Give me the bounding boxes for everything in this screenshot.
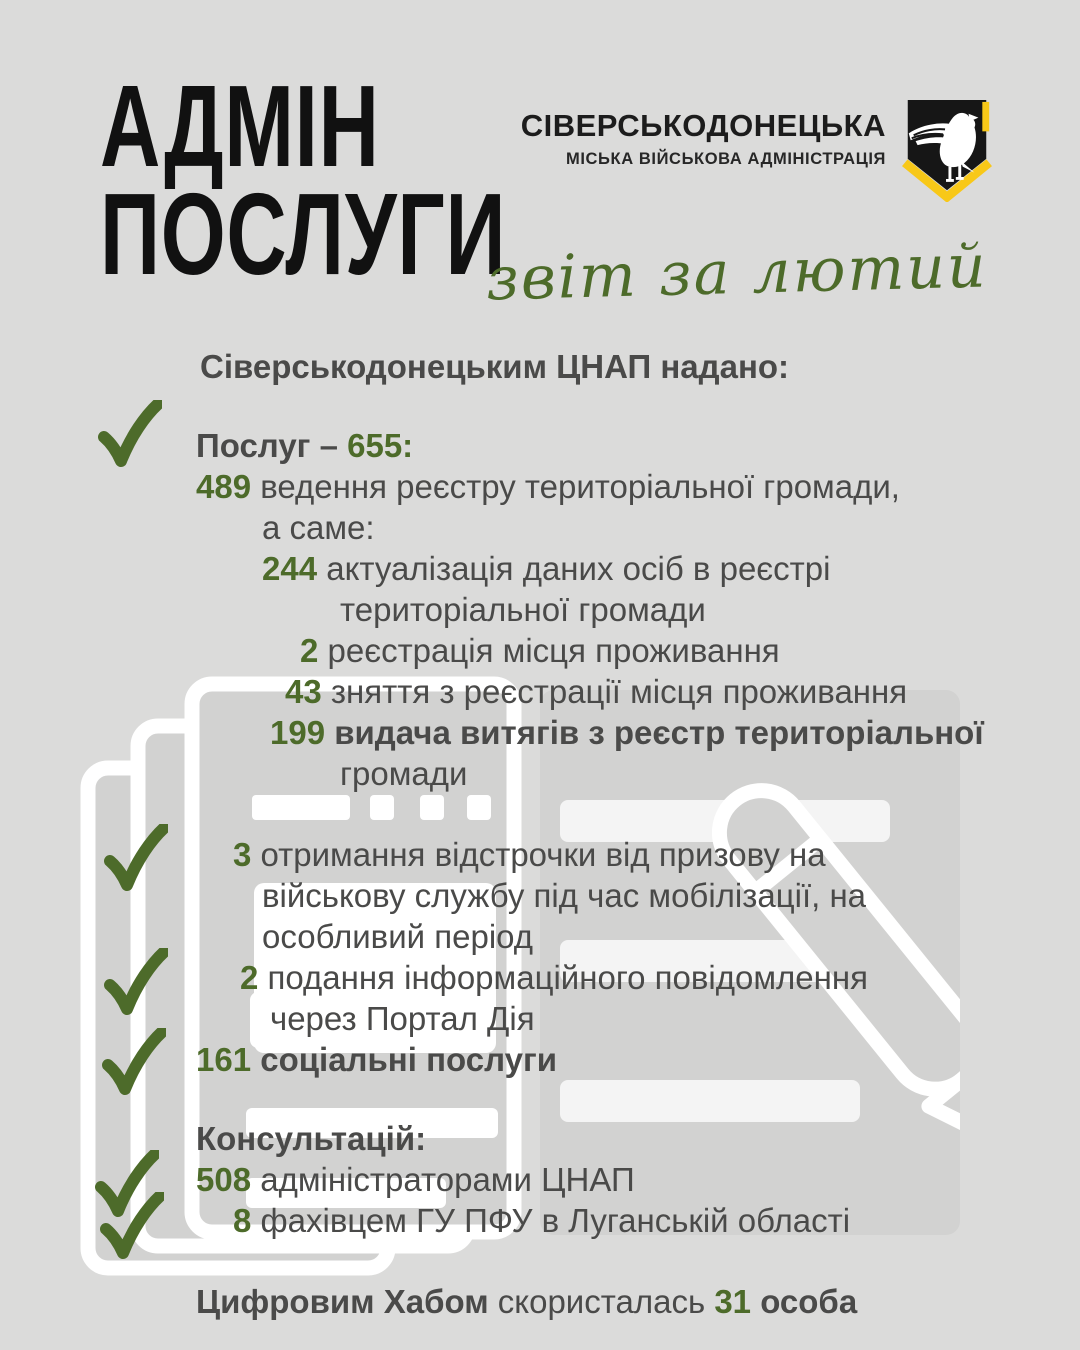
stat-text: реєстрація місця проживання <box>318 632 780 669</box>
check-icon <box>102 1028 166 1096</box>
stat-text: Послуг – <box>196 427 348 464</box>
check-icon <box>104 824 168 892</box>
check-icon <box>104 948 168 1016</box>
service-line <box>196 712 1046 753</box>
stat-text: адміністраторами ЦНАП <box>251 1161 635 1198</box>
stat-text: отримання відстрочки від призову на <box>251 836 826 873</box>
stat-text: видача витягів з реєстр територіальної <box>325 714 984 751</box>
page-title-line1: АДМІН <box>100 61 380 191</box>
stat-text: територіальної громади <box>340 591 706 628</box>
service-line <box>196 671 1046 712</box>
stat-text: військову службу під час мобілізації, на <box>262 877 867 914</box>
service-line <box>196 1118 1046 1159</box>
stat-value: 2 <box>240 959 259 996</box>
service-line <box>196 507 1046 548</box>
service-line <box>196 998 1046 1039</box>
page-title <box>100 61 507 299</box>
stat-text: зняття з реєстрації місця проживання <box>321 673 908 710</box>
stat-value: 489 <box>196 468 252 505</box>
logo-subtitle: МІСЬКА ВІЙСЬКОВА АДМІНІСТРАЦІЯ <box>566 150 886 168</box>
stat-value: 43 <box>285 673 322 710</box>
stat-value: 3 <box>233 836 252 873</box>
stat-text: через Портал Дія <box>270 1000 535 1037</box>
service-line <box>196 916 1046 957</box>
stat-text: актуалізація даних осіб в реєстрі <box>317 550 831 587</box>
stat-value: 161 <box>196 1041 252 1078</box>
intro-heading: Сіверськодонецьким ЦНАП надано: <box>200 348 790 385</box>
page-title-line2: ПОСЛУГИ <box>100 169 507 299</box>
stat-value: 8 <box>233 1202 252 1239</box>
service-line <box>196 466 1046 507</box>
services-report-list <box>196 425 1046 1322</box>
stat-text: скористалась <box>488 1283 715 1320</box>
stat-value: 2 <box>300 632 319 669</box>
service-line <box>196 753 1046 794</box>
stat-text: громади <box>340 755 468 792</box>
stat-text: а саме: <box>262 509 375 546</box>
service-line <box>196 1200 1046 1241</box>
stat-value: 199 <box>270 714 326 751</box>
logo-text <box>521 98 886 169</box>
logo-name: СІВЕРСЬКОДОНЕЦЬКА <box>520 108 886 143</box>
stat-text: особа <box>751 1283 858 1320</box>
stat-text: подання інформаційного повідомлення <box>258 959 868 996</box>
stat-value: 244 <box>262 550 318 587</box>
administration-logo <box>521 98 994 202</box>
bird-shield-icon <box>900 98 994 202</box>
stat-text: Цифровим Хабом <box>196 1283 489 1320</box>
service-line <box>196 1159 1046 1200</box>
report-period-label: звіт за лютий <box>485 231 989 315</box>
service-line <box>196 589 1046 630</box>
service-line <box>196 630 1046 671</box>
service-line <box>196 1281 1046 1322</box>
stat-text: особливий період <box>262 918 534 955</box>
stat-text: фахівцем ГУ ПФУ в Луганській області <box>251 1202 851 1239</box>
service-line <box>196 548 1046 589</box>
check-icon <box>98 400 162 468</box>
service-line <box>196 425 1046 466</box>
service-line <box>196 957 1046 998</box>
stat-text: ведення реєстру територіальної громади, <box>251 468 900 505</box>
service-line <box>196 875 1046 916</box>
stat-text: соціальні послуги <box>251 1041 557 1078</box>
stat-value: 508 <box>196 1161 252 1198</box>
stat-value: 655: <box>347 427 414 464</box>
service-line <box>196 1039 1046 1080</box>
check-icon <box>100 1192 164 1260</box>
stat-value: 31 <box>714 1283 752 1320</box>
service-line <box>196 834 1046 875</box>
stat-text: Консультацій: <box>196 1120 427 1157</box>
